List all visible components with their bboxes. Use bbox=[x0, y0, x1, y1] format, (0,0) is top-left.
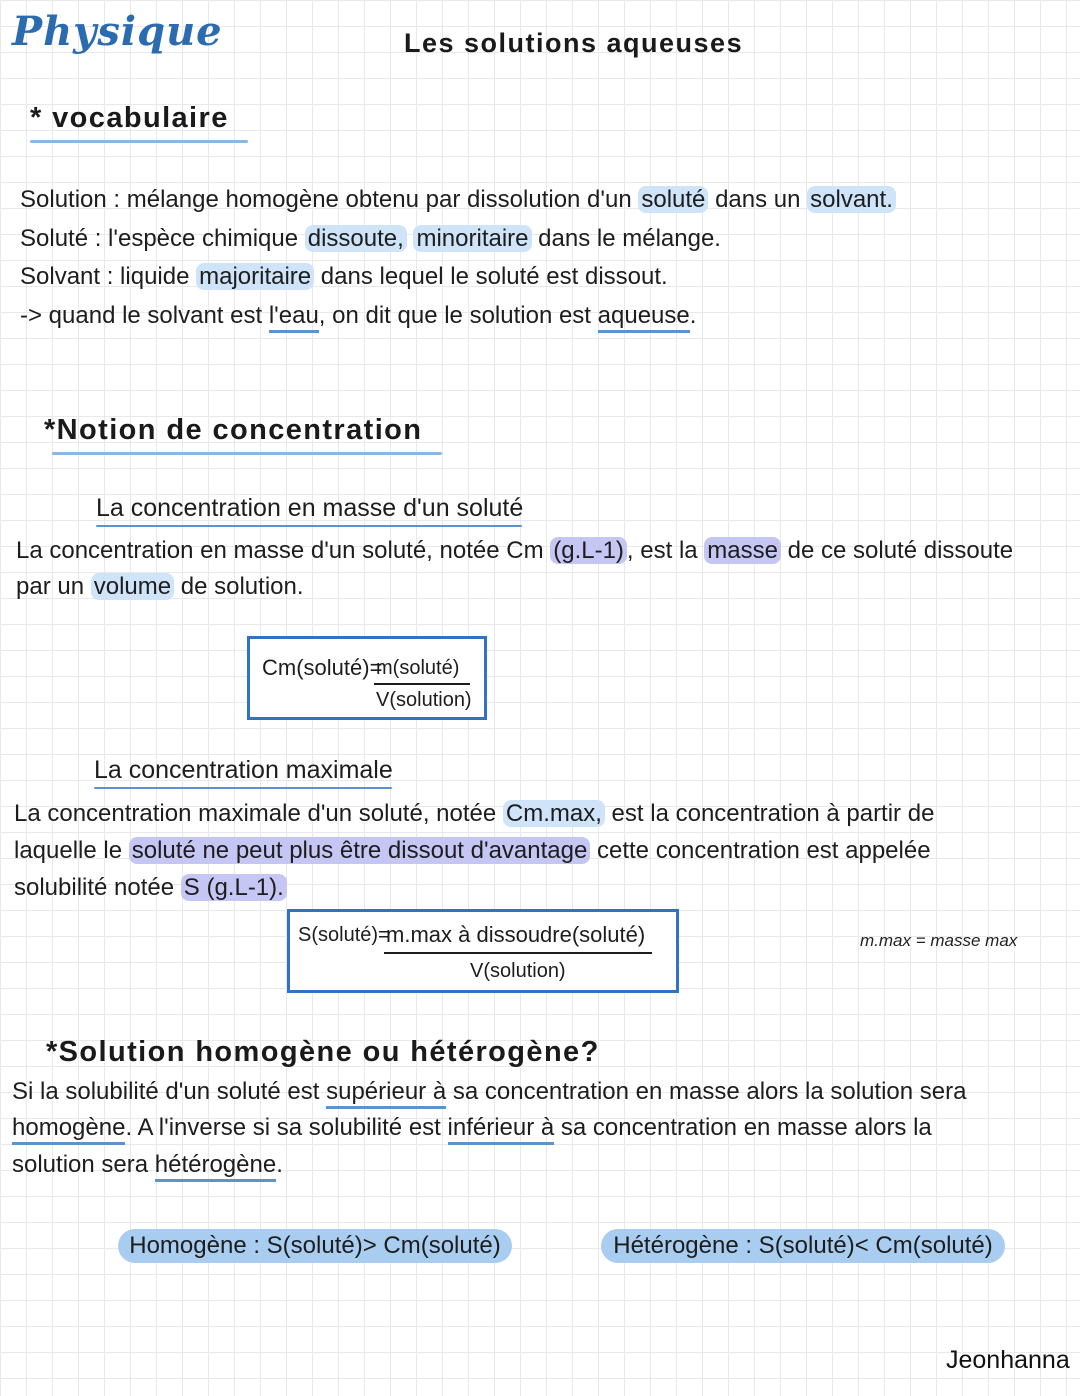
text: solution sera bbox=[12, 1151, 155, 1178]
text: laquelle le bbox=[14, 837, 129, 864]
note-mmax: m.max = masse max bbox=[860, 931, 1018, 950]
pill-homogene: Homogène : S(soluté)> Cm(soluté) bbox=[118, 1229, 512, 1263]
text: cette concentration est appelée bbox=[590, 837, 931, 864]
fraction-bar bbox=[374, 683, 470, 685]
section-heading-vocabulaire: * vocabulaire bbox=[30, 102, 229, 134]
text: -> quand le solvant est bbox=[20, 302, 269, 329]
text: dans le mélange. bbox=[531, 225, 721, 252]
highlight: solvant. bbox=[807, 186, 896, 213]
text: dans lequel le soluté est dissout. bbox=[314, 263, 668, 290]
underlined-term: aqueuse bbox=[598, 302, 690, 333]
section-heading-homogene: *Solution homogène ou hétérogène? bbox=[46, 1036, 600, 1068]
text: , est la bbox=[626, 537, 705, 564]
text: La concentration maximale d'un soluté, notée bbox=[14, 800, 503, 827]
text: solubilité notée bbox=[14, 874, 181, 901]
vocab-line-solute bbox=[20, 225, 721, 253]
highlight: (g.L-1) bbox=[550, 537, 627, 564]
section-heading-concentration: *Notion de concentration bbox=[44, 414, 423, 446]
subheading-concentration-maximale: La concentration maximale bbox=[94, 756, 393, 784]
text: Solution : mélange homogène obtenu par dissolution d'un bbox=[20, 186, 639, 213]
underlined-term: supérieur à bbox=[326, 1078, 446, 1109]
underlined-term: l'eau bbox=[269, 302, 319, 333]
homogene-line-2 bbox=[12, 1114, 932, 1142]
formula-denominator: V(solution) bbox=[470, 960, 566, 982]
maximale-line-2 bbox=[14, 837, 931, 865]
subject-title: Physique bbox=[12, 8, 223, 55]
text: . bbox=[276, 1151, 283, 1178]
text: dans un bbox=[708, 186, 808, 213]
highlight: dissoute, bbox=[305, 225, 407, 252]
subheading-underline bbox=[96, 525, 522, 527]
highlight: masse bbox=[704, 537, 781, 564]
formula-lhs: S(soluté)= bbox=[298, 924, 390, 946]
underlined-term: inférieur à bbox=[448, 1114, 555, 1145]
vocab-line-solution bbox=[20, 186, 896, 214]
text: Soluté : l'espèce chimique bbox=[20, 225, 305, 252]
formula-box-solubilite bbox=[287, 909, 679, 993]
page-title: Les solutions aqueuses bbox=[404, 28, 744, 58]
subheading-concentration-masse: La concentration en masse d'un soluté bbox=[96, 494, 524, 522]
text: par un bbox=[16, 573, 91, 600]
text: de solution. bbox=[174, 573, 304, 600]
formula-box-cm bbox=[247, 636, 487, 720]
formula-numerator: m.max à dissoudre(soluté) bbox=[386, 922, 646, 947]
text: de ce soluté dissoute bbox=[780, 537, 1014, 564]
masse-line-1 bbox=[16, 537, 1013, 565]
text: Si la solubilité d'un soluté est bbox=[12, 1078, 327, 1105]
highlight: majoritaire bbox=[196, 263, 314, 290]
heading-underline bbox=[52, 452, 442, 455]
maximale-line-3 bbox=[14, 874, 287, 902]
highlight: soluté bbox=[638, 186, 708, 213]
text: sa concentration en masse alors la bbox=[554, 1114, 932, 1141]
text: Solvant : liquide bbox=[20, 263, 197, 290]
homogene-line-3 bbox=[12, 1151, 283, 1179]
text: La concentration en masse d'un soluté, notée Cm bbox=[16, 537, 551, 564]
text: , on dit que le solution est bbox=[318, 302, 598, 329]
formula-numerator: m(soluté) bbox=[376, 657, 460, 679]
heading-underline bbox=[30, 140, 248, 143]
author-signature: Jeonhanna bbox=[946, 1346, 1070, 1374]
text: est la concentration à partir de bbox=[604, 800, 935, 827]
underlined-term: homogène bbox=[12, 1114, 125, 1145]
highlight: volume bbox=[91, 573, 174, 600]
masse-line-2 bbox=[16, 573, 304, 601]
text: sa concentration en masse alors la solution sera bbox=[446, 1078, 967, 1105]
highlight: S (g.L-1). bbox=[181, 874, 287, 901]
subheading-underline bbox=[94, 787, 392, 789]
vocab-line-aqueuse bbox=[20, 302, 696, 330]
vocab-line-solvant bbox=[20, 263, 668, 291]
maximale-line-1 bbox=[14, 800, 934, 828]
highlight: soluté ne peut plus être dissout d'avantage bbox=[129, 837, 591, 864]
highlight: minoritaire bbox=[413, 225, 531, 252]
highlight: Cm.max, bbox=[503, 800, 605, 827]
text: . bbox=[689, 302, 697, 329]
underlined-term: hétérogène bbox=[155, 1151, 276, 1182]
formula-denominator: V(solution) bbox=[376, 689, 472, 711]
homogene-line-1 bbox=[12, 1078, 966, 1106]
pill-heterogene: Hétérogène : S(soluté)< Cm(soluté) bbox=[601, 1229, 1005, 1263]
fraction-bar bbox=[384, 952, 652, 954]
formula-lhs: Cm(soluté)= bbox=[262, 655, 383, 680]
text: . A l'inverse si sa solubilité est bbox=[125, 1114, 448, 1141]
